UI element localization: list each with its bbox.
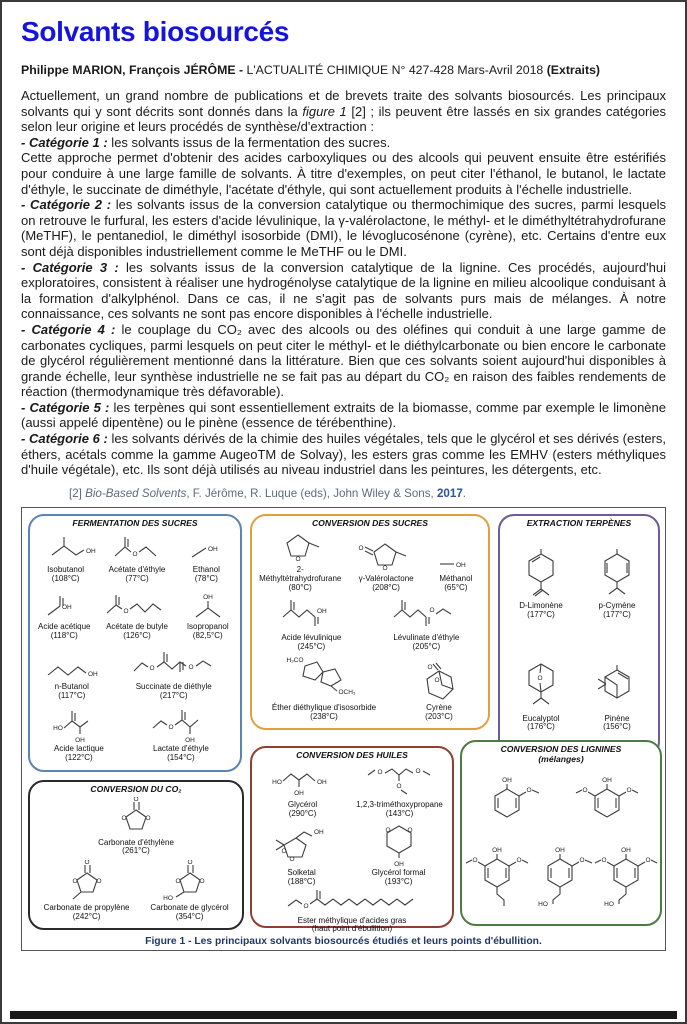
paragraph-categorie-6 [21,431,666,478]
molecule-item [258,596,364,652]
svg-text:O: O [289,855,295,863]
molecule-list [503,529,655,752]
molecule-item [352,819,445,887]
molecule-list [255,529,485,724]
figure-box-title: CONVERSION DES LIGNINES [500,743,622,754]
svg-text:OH: OH [75,736,85,744]
molecule-structure-icon [465,846,529,908]
svg-text:O: O [645,856,651,864]
molecule-name: Isobutanol [47,564,85,574]
molecule-item [96,589,178,641]
svg-text:O: O [434,677,440,685]
molecule-name: Éther diéthylique d'isosorbide [271,703,377,713]
molecule-structure-icon [279,596,343,634]
molecule-item [395,654,482,722]
text-segment: Cette approche permet d'obtenir des acides carboxyliques ou des alcools qui peuvent ensuite être estérifiés pour conduire à une large famille de solvants. À titre d'exemples, on peut citer l'éthanol, le butanol, le lactate d'éthyle, le succinate de diméthyle, l'acétate d'éthyle, qui sont actuellement produits à l'échelle industrielle. [21,150,666,197]
figure-box-title: FERMENTATION DES SUCRES [72,517,198,528]
molecule-list [255,761,449,934]
svg-text:OH: OH [502,776,512,784]
reference [69,487,666,500]
molecule-bp: (118°C) [50,631,78,641]
molecule-name: Glycérol formal [371,867,426,877]
molecule-item [142,860,237,922]
molecule-item [582,548,652,620]
svg-text:O: O [582,786,588,794]
molecule-structure-icon [178,536,234,566]
molecule-bp: (143°C) [385,808,414,818]
molecule-name: Glycérol [287,799,318,809]
molecule-bp: (208°C) [372,583,400,592]
molecule-name: Solketal [287,867,316,877]
svg-text:O: O [427,664,433,672]
molecule-structure-icon [44,653,100,683]
molecule-item [466,846,529,908]
molecule-structure-icon [271,763,335,801]
molecule-bp: (290°C) [288,808,317,818]
svg-text:OH: OH [455,562,466,570]
paragraph-categorie-4 [21,322,666,400]
molecule-item [530,846,593,908]
svg-text:OH: OH [185,736,195,744]
category-lead: - Catégorie 5 : [21,399,110,415]
text-segment: les solvants issus de la fermentation des sucres. [107,134,391,150]
svg-text:O: O [133,796,139,803]
category-lead: - Catégorie 4 : [21,321,116,337]
molecule-item [259,887,445,935]
molecule-structure-icon [390,596,462,634]
molecule-bp: (65°C) [444,583,468,592]
svg-text:O: O [601,856,607,864]
figure-box-extraction-terpenes [498,514,660,758]
byline-authors: Philippe MARION, François JÉRÔME - [21,63,247,77]
svg-text:HO: HO [162,895,173,903]
svg-text:O: O [149,665,155,673]
svg-text:OCH₃: OCH₃ [338,689,356,697]
svg-text:O: O [472,856,478,864]
molecule-bp: (217°C) [159,691,188,701]
article-body [21,88,666,478]
molecule-bp: (117°C) [58,691,86,701]
molecule-name: Carbonate de glycérol [150,903,229,913]
molecule-structure-icon [108,797,164,839]
svg-text:O: O [175,878,181,886]
molecule-item [428,530,483,593]
svg-text:OH: OH [87,671,98,679]
svg-text:O: O [376,768,383,776]
svg-text:O: O [132,550,138,558]
molecule-structure-icon [36,532,96,566]
svg-text:OH: OH [393,860,404,868]
molecule-structure-icon [180,591,236,623]
text-segment: les solvants issus de la conversion catalytique de la lignine. Ces procédés, aujourd'hui exploratoires, consistent à réaliser une hydrogénolyse catalytique de la lignine en milieu alcoolique conduisant à la formation d'alkylphénol. Dans ce cas, il ne s'agit pas de solvants purs mais de mélanges. À notre connaissance, ces solvants ne sont pas encore disponibles à l'échelle industrielle. [21,259,667,322]
molecule-bp: (126°C) [123,631,151,641]
molecule-name: Eucalyptol [522,713,560,723]
molecule-name: Carbonate d'éthylène [98,837,174,847]
molecule-bp: (156°C) [603,722,631,732]
molecule-bp: (203°C) [425,712,453,722]
figure-box-title: CONVERSION DES HUILES [296,749,408,760]
molecule-item [36,707,122,763]
reference-year: 2017 [436,486,463,500]
text-segment: les terpènes qui sont essentiellement extraits de la biomasse, comme par exemple le limonène (aussi appelé dipentène) ou le pinène (essence de térébenthine). [21,399,666,431]
molecule-name: n-Butanol [54,682,89,692]
svg-text:HO: HO [53,724,63,732]
svg-text:H₃CO: H₃CO [286,657,304,665]
text-segment: les solvants dérivés de la chimie des huiles végétales, tels que le glycérol et ses dérivés (esters, éthers, acétals comme la gamme AugeoTM de Solvay), les esters gras comme les EMHV (esters méthyliques d'huile végétale), etc. Ils sont déjà utilisés au niveau industriel dans les peintures, les détergents, etc. [21,431,666,478]
molecule-bp: (205°C) [412,641,441,651]
molecule-structure-icon [591,548,643,602]
molecule-structure-icon [594,846,658,908]
paragraph-categorie-1 [21,135,666,151]
molecule-bp: (245°C) [297,641,326,651]
molecule-bp: (177°C) [527,609,555,619]
text-segment: . [462,486,467,500]
svg-text:O: O [626,786,632,794]
paragraph-intro [21,88,666,135]
svg-text:OH: OH [317,607,328,615]
figure-box-conversion-huiles [250,746,454,934]
molecule-bp: (354°C) [175,911,204,921]
svg-text:O: O [145,814,151,822]
molecule-bp: (80°C) [288,583,312,592]
molecule-structure-icon [59,860,115,904]
svg-text:HO: HO [271,778,282,786]
svg-text:O: O [187,860,193,867]
svg-text:OH: OH [62,604,73,612]
molecule-item [100,532,173,584]
molecule-structure-icon [575,776,639,824]
svg-text:O: O [96,878,102,886]
svg-text:O: O [281,847,287,855]
figure-box-title: CONVERSION DES SUCRES [311,517,429,528]
svg-text:OH: OH [602,776,612,784]
svg-text:O: O [407,826,413,834]
svg-text:O: O [168,723,174,731]
svg-text:OH: OH [492,846,503,854]
paragraph-categorie-2 [21,197,666,259]
molecule-structure-icon [103,589,171,623]
svg-text:OH: OH [555,846,565,854]
molecule-name: 1,2,3-triméthoxypropane [356,799,443,809]
molecule-item [37,797,235,857]
svg-text:O: O [84,860,90,867]
molecule-name: Méthanol [439,574,473,584]
svg-text:O: O [121,814,127,822]
molecule-structure-icon [107,532,167,566]
svg-text:OH: OH [293,789,304,797]
molecule-bp: (188°C) [287,876,316,886]
page-title: Solvants biosourcés [21,16,290,47]
molecule-name: Ester méthylique d'acides gras [297,915,407,925]
molecule-structure-icon [285,654,363,704]
figure-box-conversion-sucres [250,514,490,730]
byline-source: L'ACTUALITÉ CHIMIQUE N° 427-428 Mars-Avril 2018 [246,63,547,77]
molecule-item [128,707,234,763]
molecule-name: Carbonate de propylène [43,903,130,913]
molecule-structure-icon [270,827,334,869]
paragraph-categorie-3 [21,260,666,322]
molecule-structure-icon [130,647,218,683]
molecule-bp: (122°C) [65,752,93,762]
molecule-structure-icon [373,819,425,869]
molecule-bp: (176°C) [527,722,555,732]
molecule-name: p-Cymène [598,601,636,611]
molecule-item [595,846,656,908]
figure-box-fermentation-sucres [28,514,242,772]
svg-text:O: O [199,878,205,886]
molecule-item [565,776,649,824]
text-segment: figure 1 [302,103,347,119]
molecule-item [179,589,236,641]
molecule-name: Pinène [604,713,630,723]
molecule-name: Lévulinate d'éthyle [393,632,460,642]
text-segment: [2] ; ils peuvent être lassés en six grandes catégories selon leur origine et leurs procédés de synthèse/d'extraction : [21,103,666,135]
molecule-bp: (242°C) [72,911,101,921]
figure-1 [21,507,666,951]
svg-text:OH: OH [316,778,327,786]
svg-text:O: O [188,664,194,672]
molecule-item [353,761,446,819]
figure-box-conversion-co2 [28,780,244,930]
svg-text:O: O [295,556,301,564]
category-lead: - Catégorie 1 : [21,134,108,150]
category-lead: - Catégorie 2 : [21,197,112,213]
svg-text:HO: HO [538,900,548,908]
figure-caption: Figure 1 - Les principaux solvants biosourcés étudiés et leurs points d'ébullition. [145,935,542,947]
reference-title: Bio-Based Solvents [85,486,187,500]
text-segment: , F. Jérôme, R. Luque (eds), John Wiley & Sons, [186,486,437,500]
molecule-list [465,765,657,919]
molecule-bp: (177°C) [603,609,631,619]
svg-text:O: O [358,545,364,553]
svg-text:O: O [382,565,388,573]
molecule-name: Acide acétique [38,622,91,632]
molecule-structure-icon [479,776,543,824]
molecule-list [33,795,239,924]
molecule-structure-icon [411,662,467,704]
molecule-structure-icon [272,530,328,566]
molecule-name: Isopropanol [186,622,229,632]
text-segment: le couplage du CO₂ avec des alcools ou des oléfines qui conduit à une large gamme de carbonates cycliques, parmi lesquels on peut citer le méthyl- et le diéthylcarbonate ou bien encore le carbonate de glycérol régulièrement mentionné dans la littérature. Bien que ces solvants soient aujourd'hui disponibles à grande échelle, leur synthèse industrielle ne se fait pas au départ du CO₂ en raison des faibles rendements de réaction (thermodynamique très défavorable). [21,321,667,400]
molecule-bp: (78°C) [194,573,218,583]
category-lead: - Catégorie 6 : [21,431,108,447]
svg-text:O: O [72,878,78,886]
molecule-item [347,530,425,593]
molecule-name: Lactate d'éthyle [153,743,209,753]
molecule-item [582,659,652,733]
molecule-item [371,596,481,652]
svg-text:OH: OH [620,846,631,854]
molecule-structure-icon [36,591,92,623]
molecule-item [258,761,347,819]
svg-text:O: O [303,902,309,910]
molecule-item [257,654,390,722]
molecule-name: Acétate d'éthyle [108,564,166,574]
svg-text:O: O [429,606,435,614]
molecule-bp: (193°C) [384,876,413,886]
molecule-structure-icon [162,860,218,904]
svg-text:OH: OH [202,594,213,602]
molecule-structure-icon [530,846,594,908]
molecule-structure-icon [364,761,436,801]
byline [21,63,666,77]
molecule-item [506,548,576,620]
svg-text:O: O [395,782,402,790]
molecule-name: Cyrène [426,703,452,713]
molecule-item [259,819,344,887]
molecule-name: Ethanol [192,564,220,574]
svg-text:O: O [516,856,522,864]
molecule-name: Succinate de diéthyle [135,682,212,692]
molecule-bp: (82,5°C) [192,631,223,641]
molecule-bp: (238°C) [310,712,338,722]
svg-text:O: O [123,608,129,616]
text-segment: les solvants issus de la conversion catalytique ou thermochimique des sucres, parmi lesquels on retrouve le furfural, les esters d'acide lévulinique, la γ-valérolactone, le méthyl- et le diméthyltétrahydrofurane (MeTHF), le pentanediol, le diméthyl isosorbide (DMI), le lévoglucosénone (cyrène), etc. Certains d'entre eux sont déjà disponibles industriellement comme le MeTHF ou le DMI. [21,197,667,259]
molecule-item [35,860,138,922]
molecule-bp: (haut point d'ébullition) [311,924,393,934]
molecule-bp: (154°C) [167,752,195,762]
svg-text:O: O [526,786,532,794]
molecule-item [506,659,576,733]
svg-text:HO: HO [603,900,614,908]
svg-text:OH: OH [85,547,96,555]
molecule-bp: (77°C) [125,573,149,583]
molecule-structure-icon [515,548,567,602]
category-lead: - Catégorie 3 : [21,259,119,275]
svg-text:OH: OH [313,828,324,836]
molecule-name: Acide lactique [53,743,104,753]
text-segment: Actuellement, un grand nombre de publications et de brevets traite des solvants biosourcés. Les principaux solvants qui y sont décrits sont donnés dans la [21,88,666,119]
svg-text:O: O [385,826,391,834]
molecule-structure-icon [357,539,415,575]
molecule-name: Acétate de butyle [106,622,168,632]
molecule-structure-icon [591,663,643,715]
molecule-name: 2-Méthyltétrahydrofurane [259,565,342,584]
molecule-name: γ-Valérolactone [358,574,414,584]
molecule-item [178,532,235,584]
molecule-item [35,647,108,701]
molecule-item [34,589,95,641]
molecule-structure-icon [286,887,418,917]
molecule-structure-icon [149,707,213,745]
figure-box-title: CONVERSION DU CO₂ [90,783,182,794]
paragraph-categorie-5 [21,400,666,431]
molecule-structure-icon [428,547,484,575]
bottom-bar [10,1011,677,1019]
figure-box-title: EXTRACTION TERPÈNES [526,517,632,528]
molecule-list [33,529,237,766]
svg-text:O: O [414,767,421,775]
text-segment: [2] [69,486,86,500]
byline-extraits: (Extraits) [546,63,601,77]
paragraph-approche [21,150,666,197]
molecule-item [113,647,235,701]
molecule-bp: (261°C) [122,846,150,856]
molecule-structure-icon [51,707,107,745]
molecule-name: D-Limonène [519,601,563,611]
svg-text:O: O [579,856,585,864]
molecule-structure-icon [515,659,567,715]
svg-text:OH: OH [208,545,219,553]
figure-box-conversion-lignines [460,740,662,926]
molecule-name: Acide lévulinique [281,632,342,642]
molecule-item [257,530,344,593]
molecule-item [35,532,96,584]
molecule-item [473,776,550,824]
svg-text:O: O [537,674,543,682]
figure-box-subtitle: (mélanges) [538,753,584,764]
molecule-bp: (108°C) [51,573,80,583]
